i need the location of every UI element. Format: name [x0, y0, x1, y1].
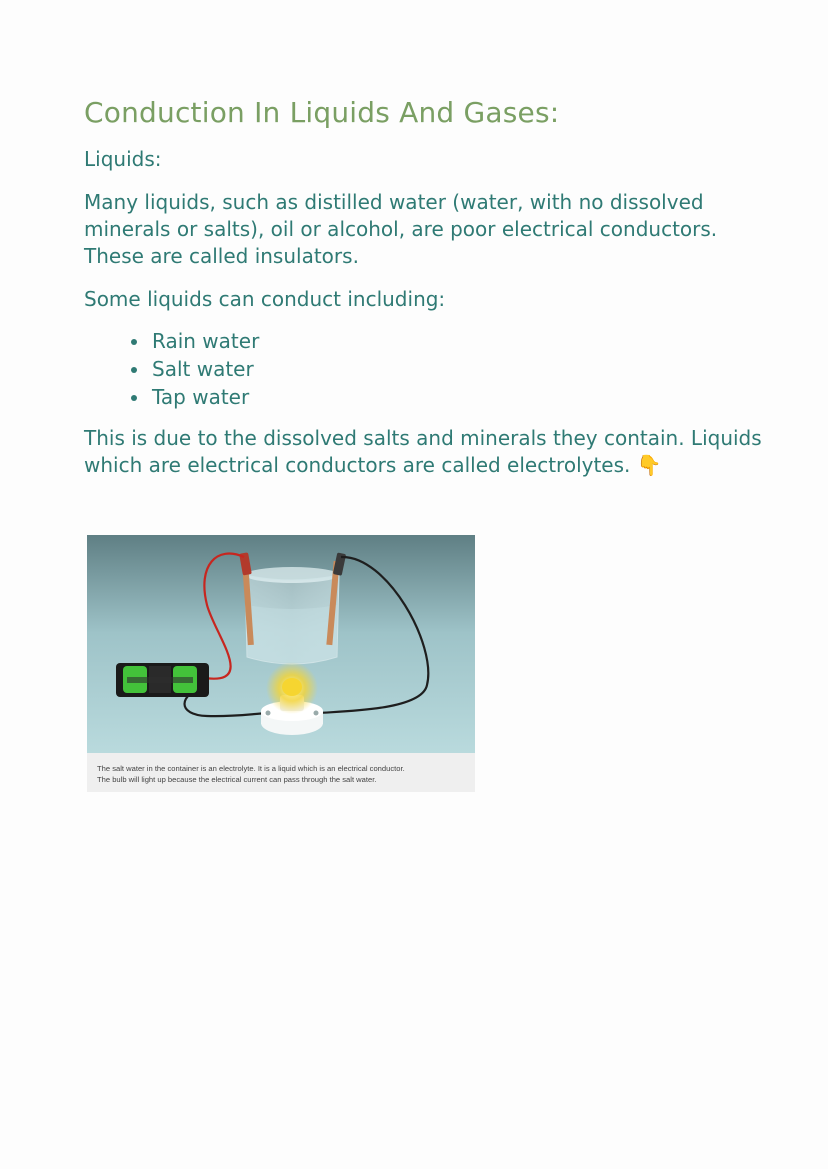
paragraph-insulators: Many liquids, such as distilled water (water, with no dissolved minerals or salts), oil or alcohol, are poor electrical conductors. These are called insulators.	[84, 190, 718, 268]
section-subheading: Liquids:	[84, 147, 162, 171]
list-item: • Salt water	[150, 355, 774, 383]
battery-pack	[116, 663, 209, 697]
pointing-down-icon: 👇	[636, 453, 662, 477]
circuit-figure	[87, 535, 475, 792]
list-item: • Tap water	[150, 383, 774, 411]
conductors-list	[84, 327, 774, 411]
electrolytes-text: This is due to the dissolved salts and minerals they contain. Liquids which are electrical conductors are called electrolytes.	[84, 426, 762, 477]
paragraph-electrolytes	[84, 425, 774, 479]
caption-line: The bulb will light up because the electrical current can pass through the salt water.	[97, 774, 377, 784]
light-bulb-icon	[282, 678, 302, 696]
paragraph-conductors-intro: Some liquids can conduct including:	[84, 287, 446, 311]
figure-caption	[97, 764, 467, 785]
document-page	[84, 92, 774, 479]
page-title: Conduction In Liquids And Gases:	[84, 96, 560, 129]
list-item: • Rain water	[150, 327, 774, 355]
circuit-illustration	[87, 535, 475, 753]
caption-line: The salt water in the container is an electrolyte. It is a liquid which is an electrical conductor.	[97, 764, 405, 773]
